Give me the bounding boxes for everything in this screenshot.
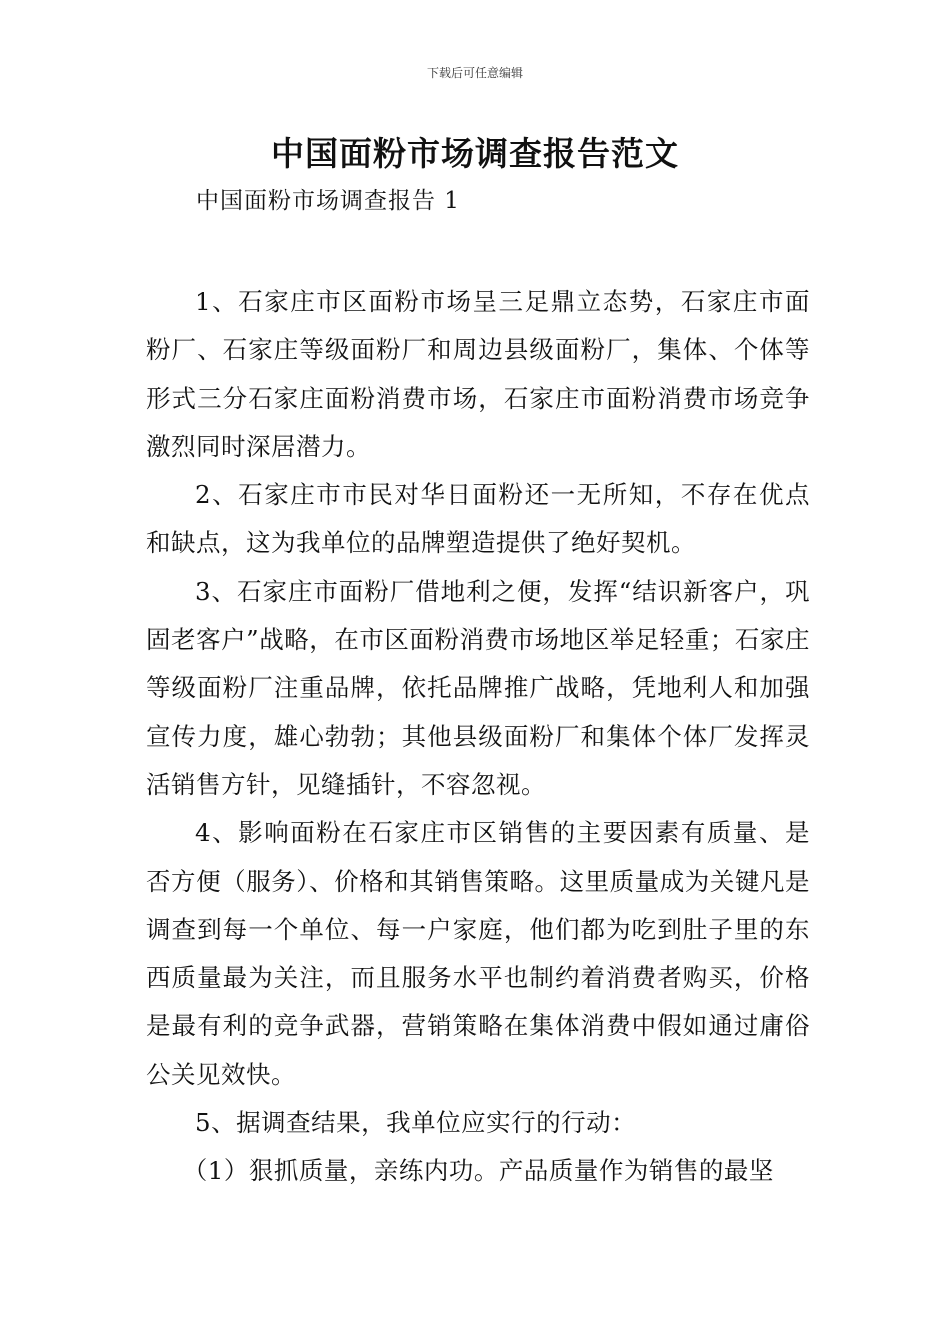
paragraph-2: 2、石家庄市市民对华日面粉还一无所知，不存在优点和缺点，这为我单位的品牌塑造提供了绝好契机。 xyxy=(146,480,810,558)
document-title: 中国面粉市场调查报告范文 xyxy=(271,134,679,173)
paragraph-4: 4、影响面粉在石家庄市区销售的主要因素有质量、是否方便（服务）、价格和其销售策略。这里质量成为关键凡是调查到每一个单位、每一户家庭，他们都为吃到肚子里的东西质量最为关注，而且服务水平也制约着消费者购买，价格是最有利的竞争武器，营销策略在集体消费中假如通过庸俗公关见效快。 xyxy=(146,818,810,1089)
paragraph-1: 1、石家庄市区面粉市场呈三足鼎立态势，石家庄市面粉厂、石家庄等级面粉厂和周边县级面粉厂，集体、个体等形式三分石家庄面粉消费市场，石家庄市面粉消费市场竞争激烈同时深居潜力。 xyxy=(146,287,810,461)
page-header: 下载后可任意编辑 xyxy=(426,66,523,80)
paragraph-6: （1）狠抓质量，亲练内功。产品质量作为销售的最坚 xyxy=(182,1156,774,1186)
document-subtitle: 中国面粉市场调查报告 1 xyxy=(196,188,460,214)
document-body xyxy=(146,278,810,1196)
paragraph-5: 5、据调查结果，我单位应实行的行动： xyxy=(195,1108,637,1138)
paragraph-3: 3、石家庄市面粉厂借地利之便，发挥“结识新客户，巩固老客户”战略，在市区面粉消费市场地区举足轻重；石家庄等级面粉厂注重品牌，依托品牌推广战略，凭地利人和加强宣传力度，雄心勃勃；其他县级面粉厂和集体个体厂发挥灵活销售方针，见缝插针，不容忽视。 xyxy=(146,576,810,799)
